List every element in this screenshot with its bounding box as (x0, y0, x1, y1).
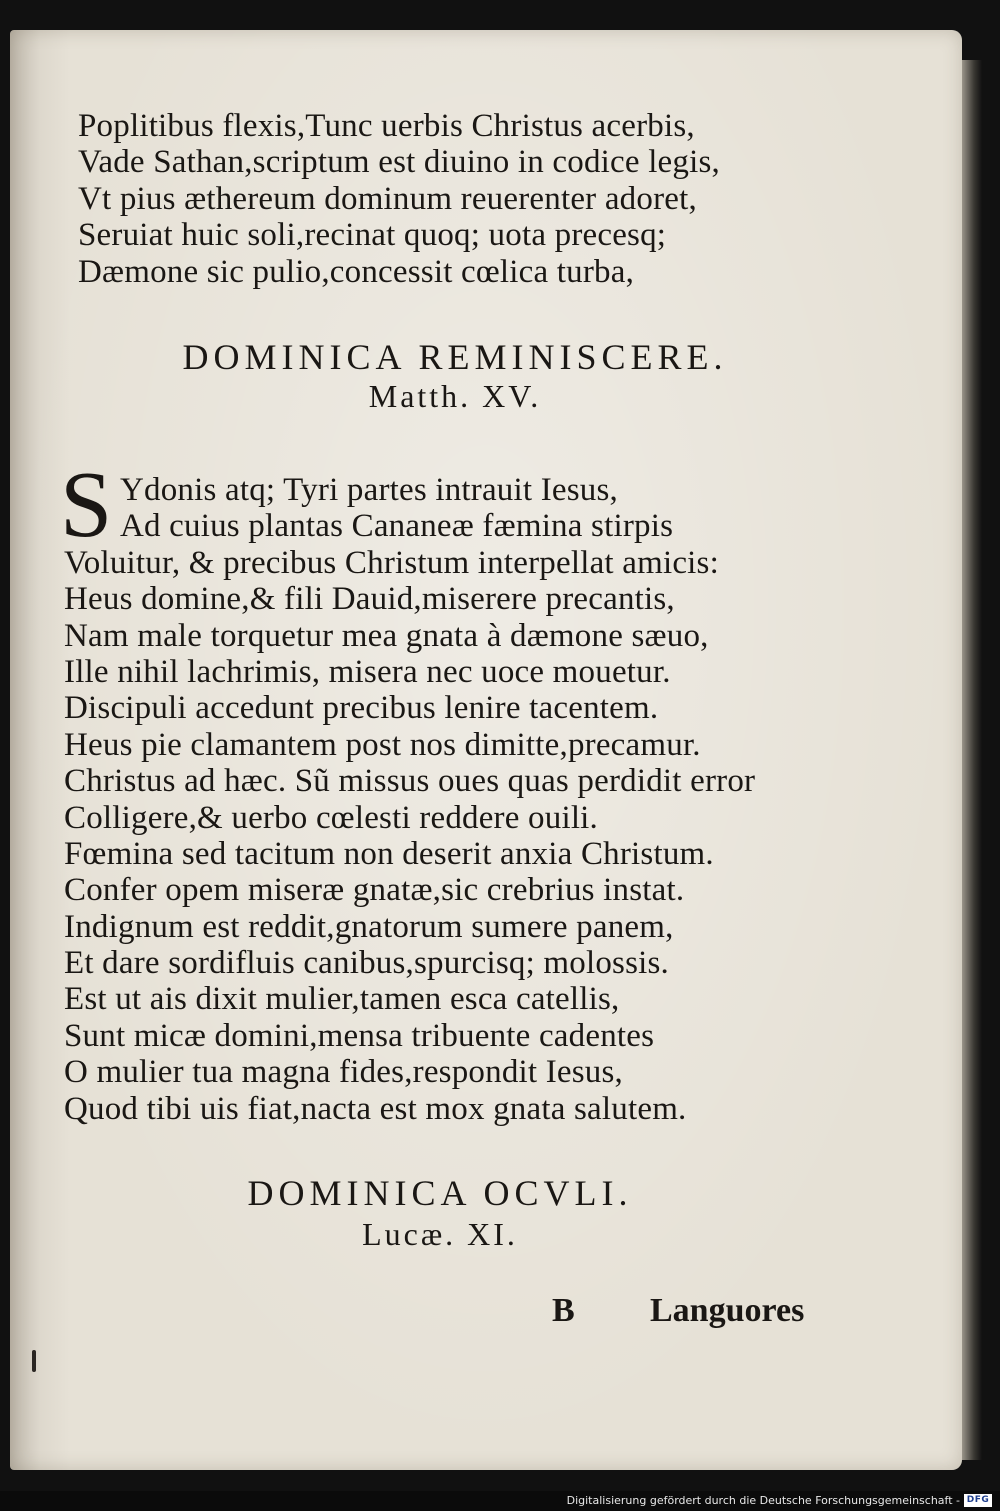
section-subheading-lucae: Lucæ. XI. (362, 1216, 518, 1252)
verse-line: Confer opem miseræ gnatæ,sic crebrius instat. (64, 872, 685, 909)
catchword: Languores (650, 1292, 805, 1329)
section-subheading-matth: Matth. XV. (368, 378, 542, 414)
verse-line: Christus ad hæc. Sũ missus oues quas perdidit error (64, 763, 756, 800)
verse-line: Discipuli accedunt precibus lenire tacentem. (64, 690, 659, 727)
funding-notice: Digitalisierung gefördert durch die Deutsche Forschungsgemeinschaft - (566, 1494, 960, 1507)
verse-line: Vade Sathan,scriptum est diuino in codice legis, (78, 144, 720, 181)
verse-line: Indignum est reddit,gnatorum sumere panem, (64, 908, 674, 945)
verse-line: Poplitibus flexis,Tunc uerbis Christus acerbis, (78, 108, 695, 144)
verse-line: Et dare sordifluis canibus,spurcisq; molossis. (64, 945, 669, 982)
page-edge (962, 60, 982, 1460)
drop-cap-initial: S (60, 453, 113, 557)
top-verse-block (78, 108, 720, 290)
section-heading-reminiscere: DOMINICA REMINISCERE. (182, 337, 728, 377)
verse-line: Sunt micæ domini,mensa tribuente cadentes (64, 1017, 655, 1054)
verse-line: Quod tibi uis fiat,nacta est mox gnata salutem. (64, 1090, 687, 1127)
verse-line: Dæmone sic pulio,concessit cœlica turba, (78, 253, 635, 290)
verse-line: Ad cuius plantas Cananeæ fæmina stirpis (120, 508, 674, 545)
verse-line: Voluitur, & precibus Christum interpellat amicis: (64, 544, 719, 581)
signature-mark: B (552, 1292, 575, 1329)
section-heading-oculi: DOMINICA OCVLI. (247, 1173, 633, 1213)
main-verse-block (60, 453, 756, 1127)
verse-line: Ydonis atq; Tyri partes intrauit Iesus, (120, 472, 618, 508)
verse-line: O mulier tua magna fides,respondit Iesus, (64, 1054, 623, 1091)
verse-line: Colligere,& uerbo cœlesti reddere ouili. (64, 799, 599, 836)
verse-line: Ille nihil lachrimis, misera nec uoce mouetur. (64, 653, 671, 690)
verse-line: Nam male torquetur mea gnata à dæmone sæuo, (64, 617, 709, 654)
verse-line: Heus pie clamantem post nos dimitte,precamur. (64, 726, 701, 763)
verse-line: Seruiat huic soli,recinat quoq; uota precesq; (78, 217, 667, 254)
verse-line: Vt pius æthereum dominum reuerenter adoret, (78, 180, 697, 217)
margin-ink-mark (32, 1350, 36, 1372)
verse-line: Heus domine,& fili Dauid,miserere precantis, (64, 581, 675, 618)
dfg-logo: DFG (964, 1494, 992, 1507)
verse-line: Fœmina sed tacitum non deserit anxia Christum. (64, 835, 714, 872)
verse-line: Est ut ais dixit mulier,tamen esca catellis, (64, 981, 620, 1018)
